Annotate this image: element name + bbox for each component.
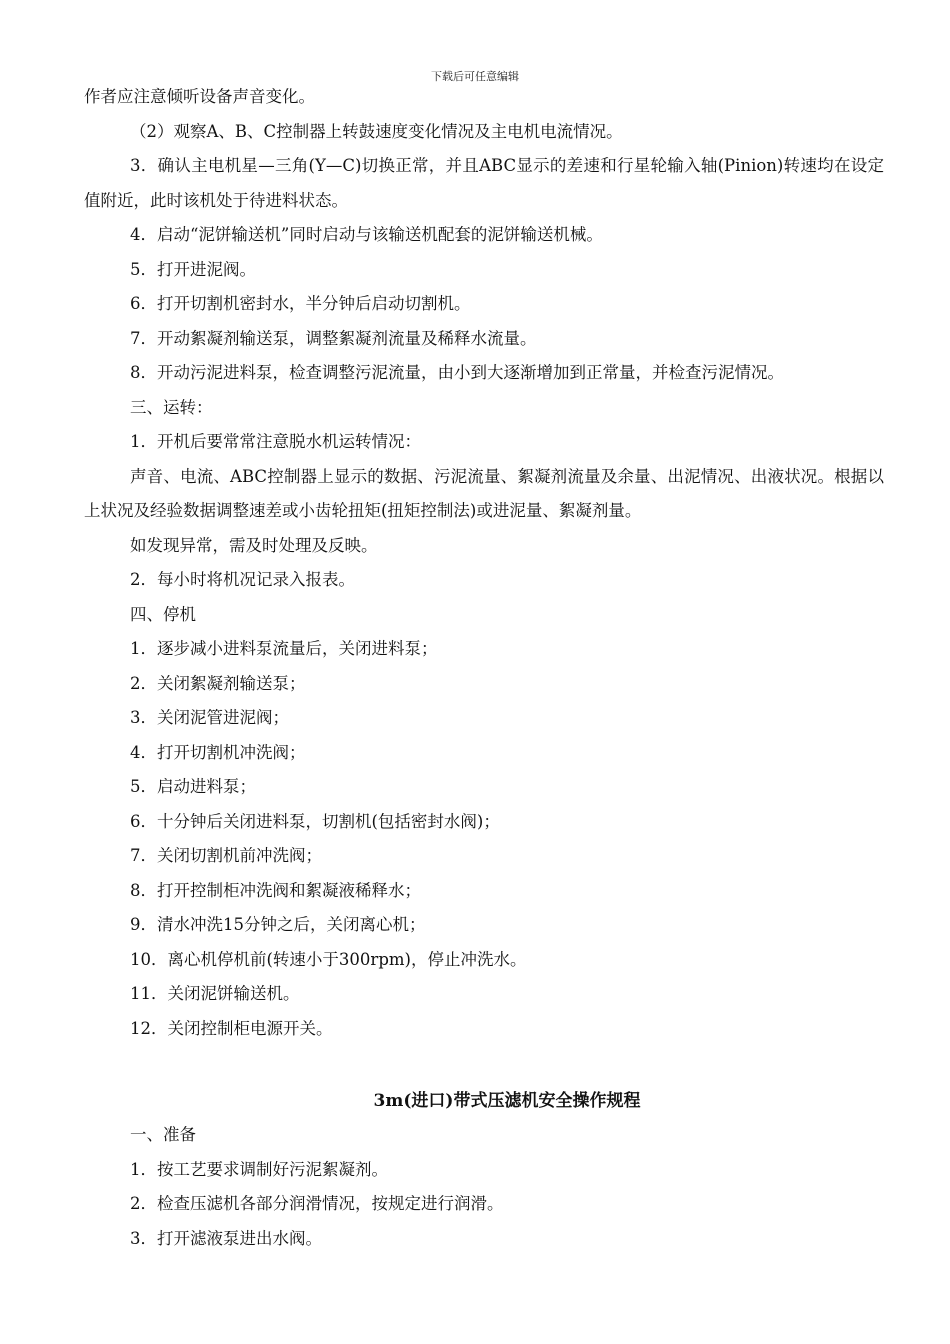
document-body <box>84 80 884 1256</box>
page-header: 下载后可任意编辑 <box>431 70 519 83</box>
paragraph-line: 6．打开切割机密封水，半分钟后启动切割机。 <box>130 294 471 313</box>
section-title: 3m(进口)带式压滤机安全操作规程 <box>373 1091 641 1111</box>
paragraph-line: 声音、电流、ABC控制器上显示的数据、污泥流量、絮凝剂流量及余量、出泥情况、出液状况。根据以上状况及经验数据调整速差或小齿轮扭矩(扭矩控制法)或进泥量、絮凝剂量。 <box>84 466 884 520</box>
paragraph-line: 3．关闭泥管进泥阀； <box>130 708 289 727</box>
paragraph-line: 四、停机 <box>130 604 196 624</box>
paragraph-line: 2．检查压滤机各部分润滑情况，按规定进行润滑。 <box>130 1194 504 1213</box>
procedure-section-startup-run-stop <box>84 80 884 1046</box>
section-gap <box>84 1046 884 1084</box>
paragraph-line: 10．离心机停机前(转速小于300rpm)，停止冲洗水。 <box>130 949 527 969</box>
paragraph-line: 6．十分钟后关闭进料泵，切割机(包括密封水阀)； <box>130 811 500 831</box>
paragraph-line: 12．关闭控制柜电源开关。 <box>130 1018 333 1038</box>
paragraph-line: 一、准备 <box>130 1125 196 1144</box>
paragraph-line: 1．开机后要常常注意脱水机运转情况： <box>130 432 421 451</box>
paragraph-line: 2．每小时将机况记录入报表。 <box>130 570 355 589</box>
paragraph-line: 4．打开切割机冲洗阀； <box>130 742 306 762</box>
paragraph-line: 5．打开进泥阀。 <box>130 259 256 279</box>
paragraph-line: 8．开动污泥进料泵，检查调整污泥流量，由小到大逐渐增加到正常量，并检查污泥情况。 <box>130 363 784 382</box>
paragraph-line: 5．启动进料泵； <box>130 777 256 796</box>
paragraph-line: 3．打开滤液泵进出水阀。 <box>130 1228 322 1248</box>
procedure-section-belt-press <box>84 1118 884 1256</box>
paragraph-line: 作者应注意倾听设备声音变化。 <box>84 87 315 106</box>
paragraph-line: 3．确认主电机星—三角(Y—C)切换正常，并且ABC显示的差速和行星轮输入轴(Pinion)转速均在设定值附近，此时该机处于待进料状态。 <box>84 156 884 210</box>
paragraph-line: 1．逐步减小进料泵流量后，关闭进料泵； <box>130 639 438 658</box>
paragraph-line: 7．开动絮凝剂输送泵，调整絮凝剂流量及稀释水流量。 <box>130 328 537 348</box>
paragraph-line: 9．清水冲洗15分钟之后，关闭离心机； <box>130 915 426 934</box>
paragraph-line: 11．关闭泥饼输送机。 <box>130 984 300 1003</box>
paragraph-line: 7．关闭切割机前冲洗阀； <box>130 846 322 865</box>
paragraph-line: （2）观察A、B、C控制器上转鼓速度变化情况及主电机电流情况。 <box>130 121 623 141</box>
paragraph-line: 1．按工艺要求调制好污泥絮凝剂。 <box>130 1159 388 1179</box>
paragraph-line: 如发现异常，需及时处理及反映。 <box>130 535 378 555</box>
paragraph-line: 8．打开控制柜冲洗阀和絮凝液稀释水； <box>130 880 421 900</box>
paragraph-line: 4．启动“泥饼输送机”同时启动与该输送机配套的泥饼输送机械。 <box>130 225 603 244</box>
paragraph-line: 三、运转： <box>130 397 213 417</box>
paragraph-line: 2．关闭絮凝剂输送泵； <box>130 673 306 693</box>
